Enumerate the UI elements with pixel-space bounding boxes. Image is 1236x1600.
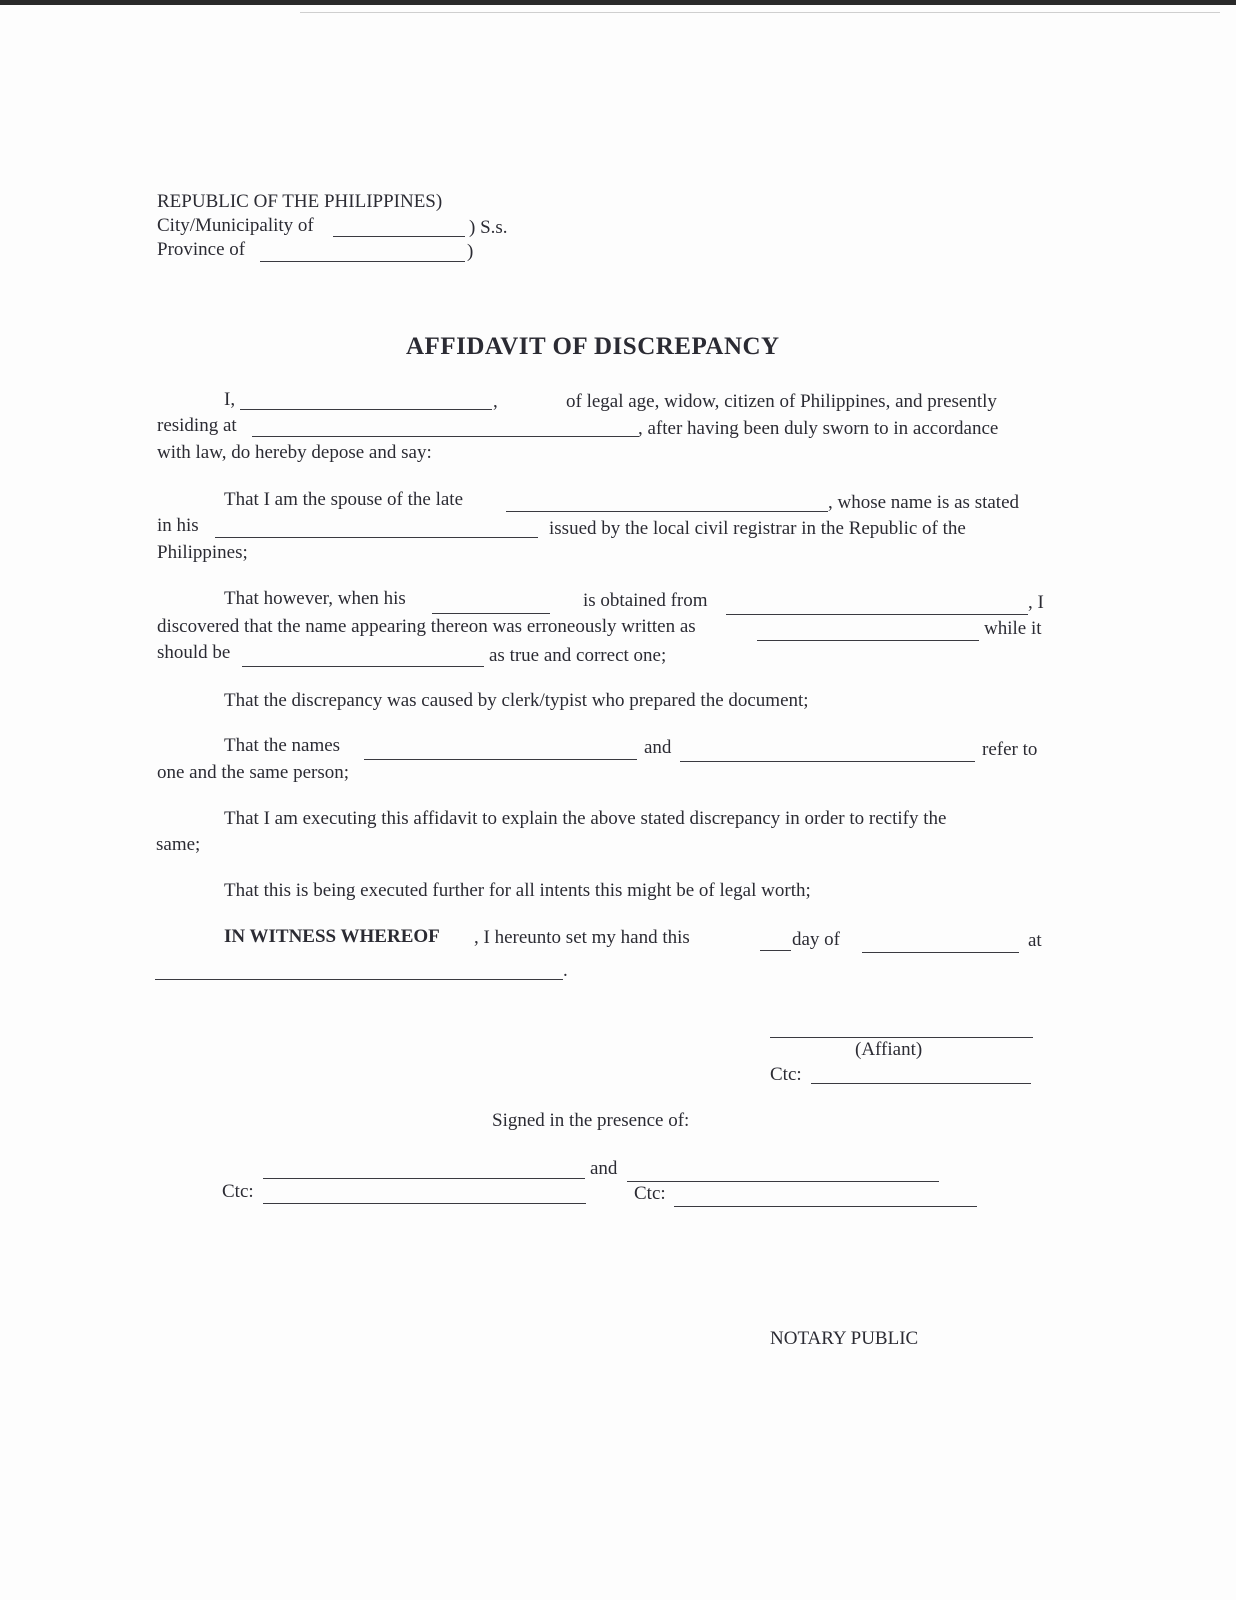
correct-name-blank[interactable]: [242, 666, 484, 667]
address-blank[interactable]: [252, 436, 639, 437]
witness-two-signature-line[interactable]: [627, 1181, 939, 1182]
p8-at: at: [1028, 930, 1042, 951]
month-blank[interactable]: [862, 952, 1019, 953]
p6-same: same;: [156, 834, 201, 855]
p1-intro: of legal age, widow, citizen of Philippines, and presently: [566, 391, 997, 412]
header-ss: ) S.s.: [469, 217, 508, 238]
affiant-ctc-label: Ctc:: [770, 1064, 802, 1085]
p8-hereunto: , I hereunto set my hand this: [474, 927, 690, 948]
p3-correct: as true and correct one;: [489, 645, 667, 666]
signed-presence: Signed in the presence of:: [492, 1110, 690, 1131]
place-blank[interactable]: [155, 979, 563, 980]
header-republic: REPUBLIC OF THE PHILIPPINES): [157, 191, 443, 212]
p1-residing: residing at: [157, 415, 237, 436]
p3-however: That however, when his: [224, 588, 406, 609]
witness-and: and: [590, 1158, 618, 1179]
p8-period: .: [563, 960, 568, 981]
scan-edge-line: [300, 12, 1220, 13]
affiant-name-blank[interactable]: [240, 409, 492, 410]
p4-text: That the discrepancy was caused by clerk/typist who prepared the document;: [224, 690, 809, 711]
deceased-name-blank[interactable]: [506, 511, 828, 512]
p5-refer: refer to: [982, 739, 1038, 760]
erroneous-name-blank[interactable]: [757, 640, 979, 641]
header-city-label: City/Municipality of: [157, 215, 314, 236]
header-province-label: Province of: [157, 239, 246, 260]
p1-depose: with law, do hereby depose and say:: [157, 442, 432, 463]
p3-should: should be: [157, 642, 231, 663]
header-province-paren: ): [467, 241, 474, 262]
scan-top-edge: [0, 0, 1236, 5]
day-blank[interactable]: [760, 950, 791, 951]
p2-in-his: in his: [157, 515, 199, 536]
p2-spouse: That I am the spouse of the late: [224, 489, 464, 510]
p1-comma: ,: [493, 391, 498, 412]
page-title: AFFIDAVIT OF DISCREPANCY: [406, 333, 780, 360]
notary-public: NOTARY PUBLIC: [770, 1328, 919, 1349]
p3-comma-i: , I: [1028, 592, 1044, 613]
p2-stated: , whose name is as stated: [828, 492, 1020, 513]
p8-day-of: day of: [792, 929, 841, 950]
p2-philippines: Philippines;: [157, 542, 248, 563]
p8-witness: IN WITNESS WHEREOF: [224, 926, 440, 947]
p1-sworn: , after having been duly sworn to in accordance: [638, 418, 999, 439]
p2-issued: issued by the local civil registrar in the Republic of the: [549, 518, 966, 539]
affiant-signature-line[interactable]: [770, 1037, 1033, 1038]
p5-same-person: one and the same person;: [157, 762, 350, 783]
name-two-blank[interactable]: [680, 761, 975, 762]
province-blank[interactable]: [260, 261, 465, 262]
p6-text: That I am executing this affidavit to explain the above stated discrepancy in order to rectify the: [224, 808, 947, 829]
document-type-blank[interactable]: [432, 613, 550, 614]
source-office-blank[interactable]: [726, 614, 1028, 615]
p3-obtained: is obtained from: [583, 590, 708, 611]
p1-i: I,: [224, 389, 236, 410]
city-blank[interactable]: [333, 236, 465, 237]
document-blank[interactable]: [215, 537, 538, 538]
affiant-ctc-blank[interactable]: [811, 1083, 1031, 1084]
p7-text: That this is being executed further for all intents this might be of legal worth;: [224, 880, 811, 901]
witness-one-ctc-label: Ctc:: [222, 1181, 254, 1202]
witness-one-ctc-blank[interactable]: [263, 1203, 586, 1204]
p5-names: That the names: [224, 735, 341, 756]
witness-two-ctc-label: Ctc:: [634, 1183, 666, 1204]
witness-one-signature-line[interactable]: [263, 1178, 585, 1179]
p3-while: while it: [984, 618, 1042, 639]
p5-and: and: [644, 737, 672, 758]
name-one-blank[interactable]: [364, 759, 637, 760]
affiant-label: (Affiant): [855, 1039, 923, 1060]
witness-two-ctc-blank[interactable]: [674, 1206, 977, 1207]
p3-discovered: discovered that the name appearing thereon was erroneously written as: [157, 616, 696, 637]
